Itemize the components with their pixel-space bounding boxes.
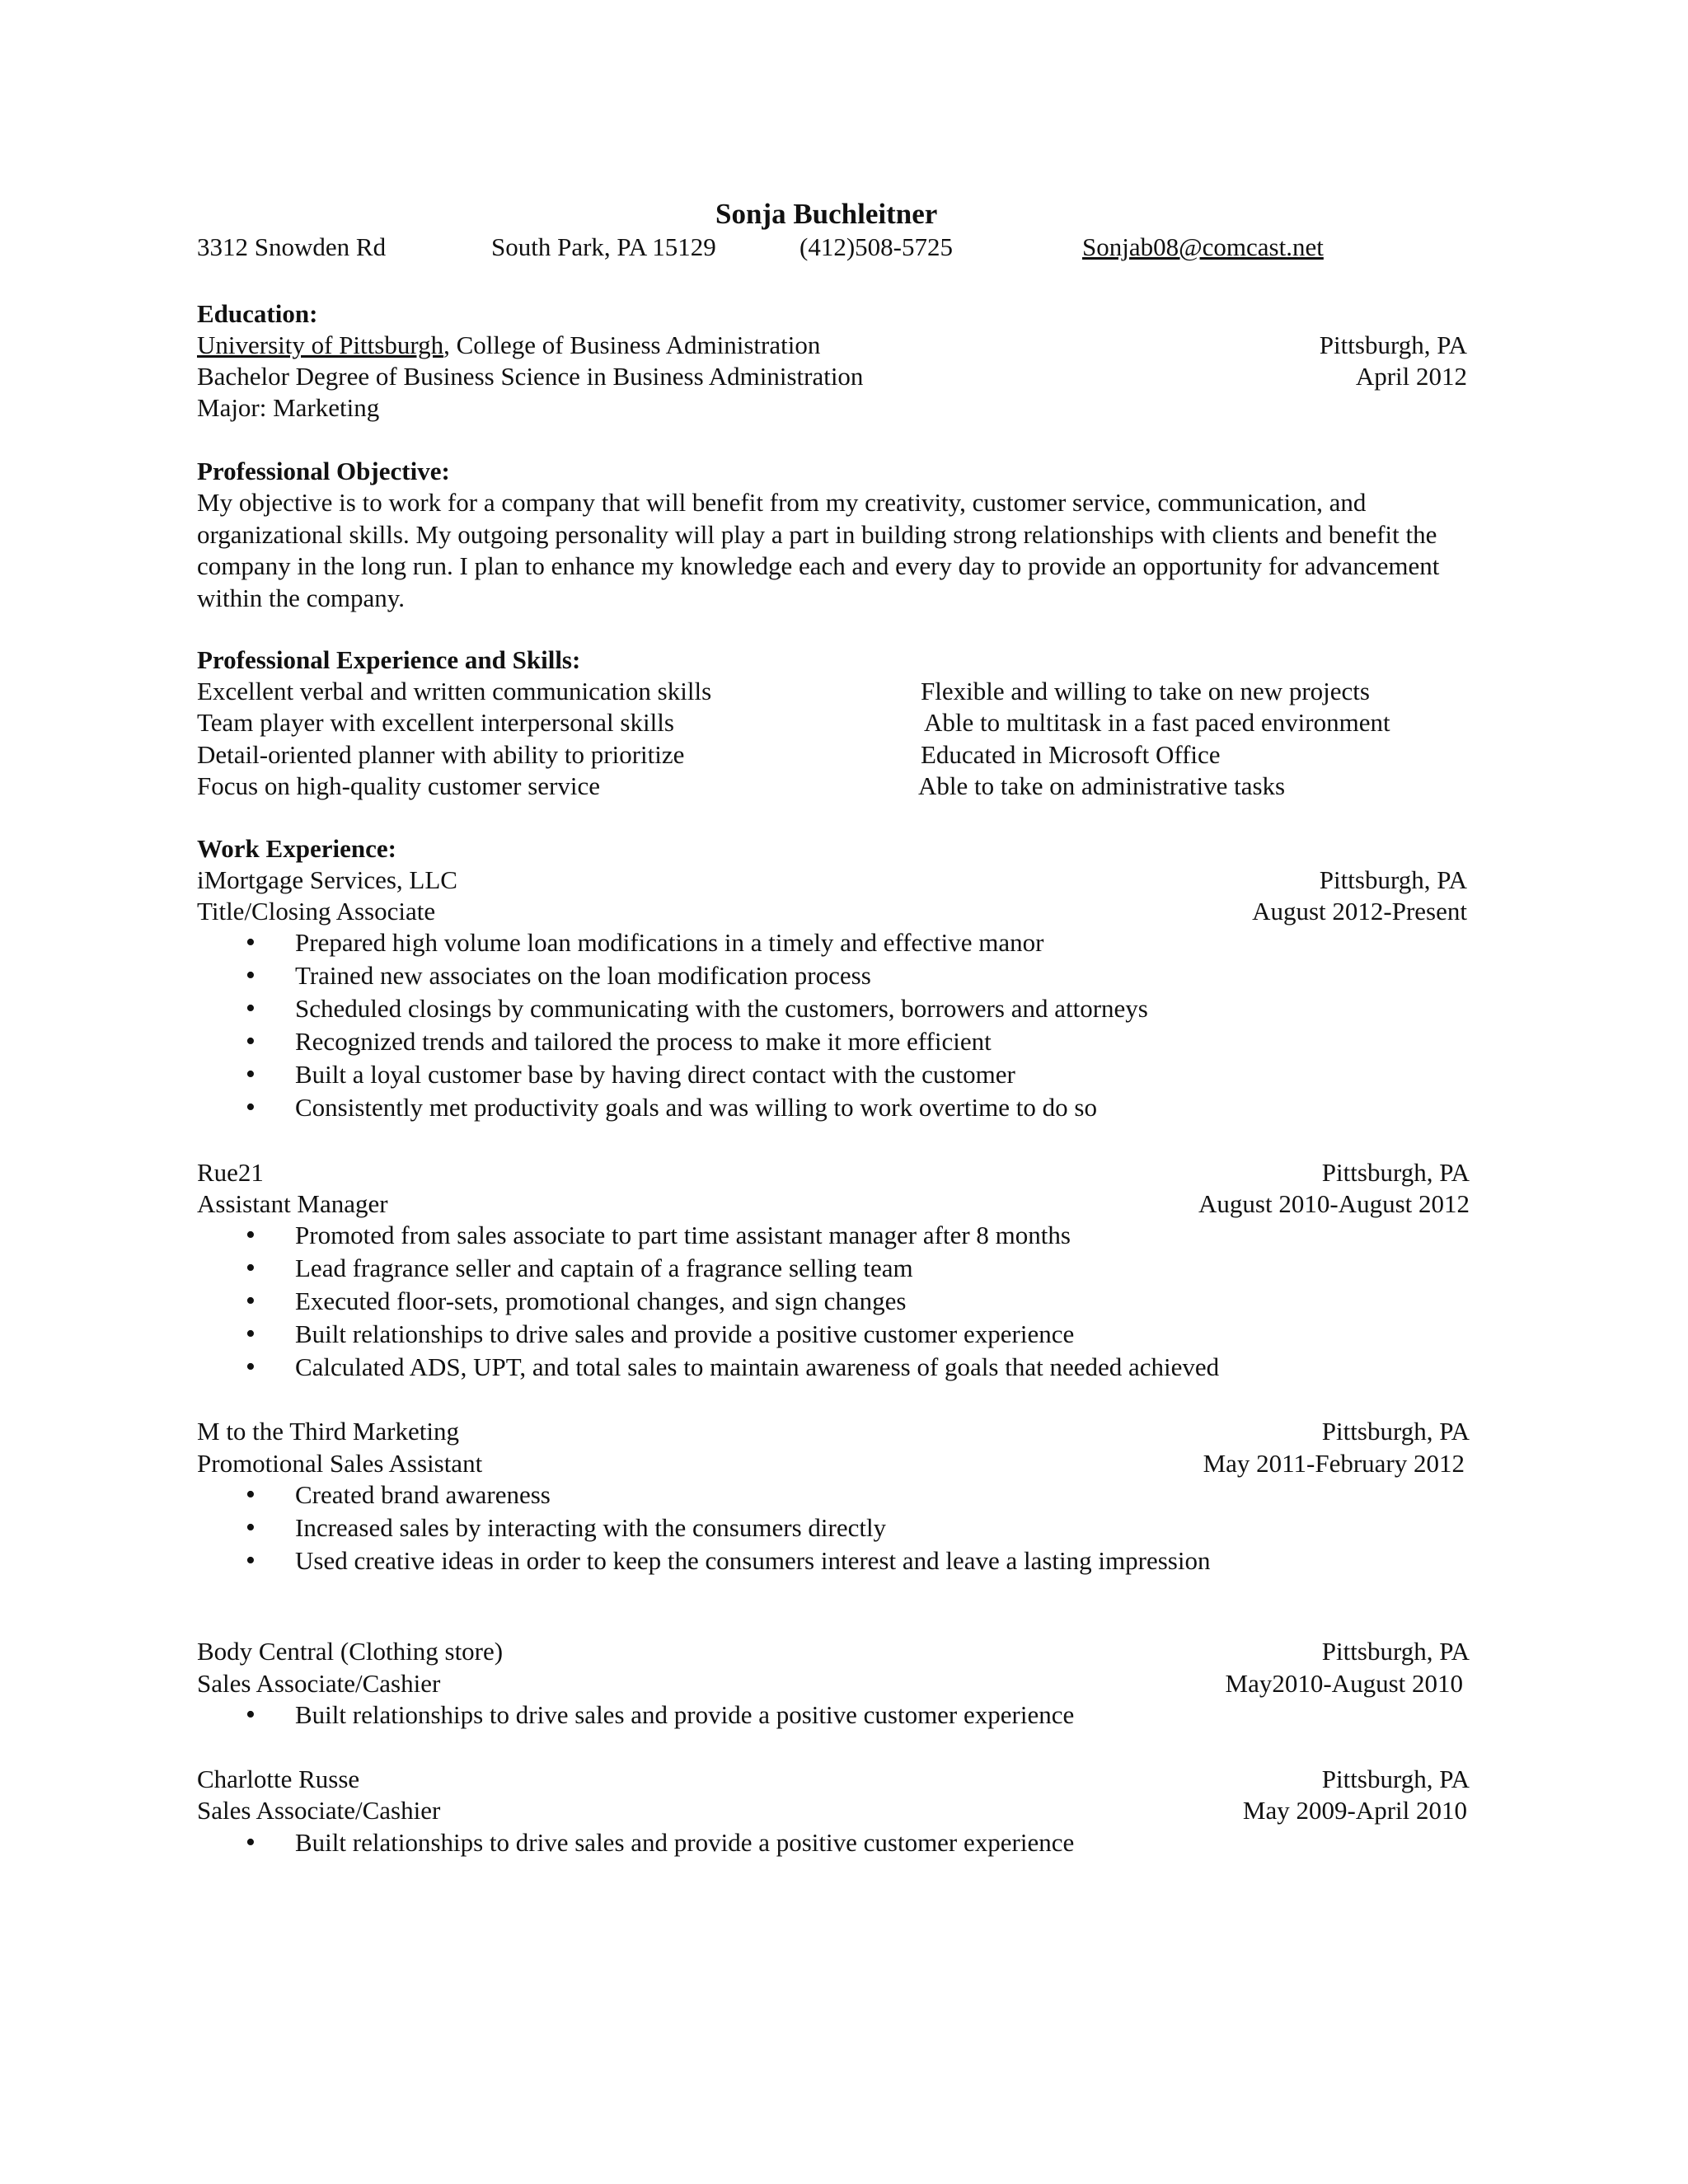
job-bullets <box>197 1479 1210 1577</box>
list-item: • Built relationships to drive sales and provide a positive customer experience <box>197 1699 1074 1732</box>
major: Major: Marketing <box>197 393 380 422</box>
job-dates: May2010-August 2010 <box>1225 1669 1463 1698</box>
skill-item: Flexible and willing to take on new projects <box>921 677 1370 705</box>
job-bullets <box>197 1219 1219 1384</box>
job-title: Promotional Sales Assistant <box>197 1449 483 1478</box>
objective-heading: Professional Objective: <box>197 457 450 485</box>
work-heading: Work Experience: <box>197 834 396 863</box>
job-company: iMortgage Services, LLC <box>197 865 457 894</box>
job-bullets <box>197 1699 1074 1732</box>
list-item: • Promoted from sales associate to part time assistant manager after 8 months <box>197 1219 1219 1252</box>
skill-item: Able to multitask in a fast paced environment <box>924 708 1390 737</box>
list-item: • Prepared high volume loan modifications in a timely and effective manor <box>197 926 1148 959</box>
job-company: Charlotte Russe <box>197 1765 360 1793</box>
job-dates: May 2011-February 2012 <box>1203 1449 1465 1478</box>
graduation-date: April 2012 <box>1355 362 1467 391</box>
skills-heading: Professional Experience and Skills: <box>197 645 581 674</box>
list-item: • Used creative ideas in order to keep the consumers interest and leave a lasting impression <box>197 1544 1210 1577</box>
email-link[interactable]: Sonjab08@comcast.net <box>1082 232 1324 261</box>
job-company: Body Central (Clothing store) <box>197 1637 504 1666</box>
school-link[interactable]: University of Pittsburgh <box>197 330 444 359</box>
skill-item: Focus on high-quality customer service <box>197 771 601 800</box>
list-item: • Increased sales by interacting with the consumers directly <box>197 1511 1210 1544</box>
job-location: Pittsburgh, PA <box>1321 1765 1470 1793</box>
objective-text: My objective is to work for a company that will benefit from my creativity, customer service, communication, and organizational skills. My outgoing personality will play a part in building strong relationships with clients and benefit the company in the long run. I plan to enhance my knowledge each and every day to provide an opportunity for advancement within the company. <box>197 488 1440 612</box>
job-dates: August 2010-August 2012 <box>1198 1189 1470 1218</box>
school-location: Pittsburgh, PA <box>1319 330 1467 359</box>
job-title: Assistant Manager <box>197 1189 388 1218</box>
job-title: Sales Associate/Cashier <box>197 1796 441 1825</box>
school-line <box>197 330 820 361</box>
skill-item: Team player with excellent interpersonal skills <box>197 708 674 737</box>
job-bullets <box>197 1826 1074 1859</box>
list-item: • Built relationships to drive sales and provide a positive customer experience <box>197 1826 1074 1859</box>
street-address: 3312 Snowden Rd <box>197 232 387 261</box>
city-state-zip: South Park, PA 15129 <box>491 232 716 261</box>
skill-item: Able to take on administrative tasks <box>918 771 1286 800</box>
job-title: Sales Associate/Cashier <box>197 1669 441 1698</box>
list-item: • Executed floor-sets, promotional changes, and sign changes <box>197 1285 1219 1318</box>
job-location: Pittsburgh, PA <box>1319 865 1467 894</box>
list-item: • Created brand awareness <box>197 1479 1210 1511</box>
job-location: Pittsburgh, PA <box>1321 1417 1470 1446</box>
job-location: Pittsburgh, PA <box>1321 1637 1470 1666</box>
list-item: • Recognized trends and tailored the process to make it more efficient <box>197 1025 1148 1058</box>
phone-number: (412)508-5725 <box>799 232 953 261</box>
job-company: Rue21 <box>197 1158 264 1187</box>
skill-item: Educated in Microsoft Office <box>921 740 1221 769</box>
education-heading: Education: <box>197 299 318 328</box>
school-college: , College of Business Administration <box>443 330 821 359</box>
job-location: Pittsburgh, PA <box>1321 1158 1470 1187</box>
list-item: • Built relationships to drive sales and provide a positive customer experience <box>197 1318 1219 1351</box>
job-dates: May 2009-April 2010 <box>1242 1796 1467 1825</box>
list-item: • Scheduled closings by communicating with the customers, borrowers and attorneys <box>197 992 1148 1025</box>
list-item: • Trained new associates on the loan modification process <box>197 959 1148 992</box>
skill-item: Excellent verbal and written communication skills <box>197 677 712 705</box>
job-bullets <box>197 926 1148 1124</box>
list-item: • Consistently met productivity goals and was willing to work overtime to do so <box>197 1091 1148 1124</box>
job-company: M to the Third Marketing <box>197 1417 459 1446</box>
degree: Bachelor Degree of Business Science in Business Administration <box>197 362 864 391</box>
skill-item: Detail-oriented planner with ability to prioritize <box>197 740 685 769</box>
list-item: • Calculated ADS, UPT, and total sales to maintain awareness of goals that needed achieved <box>197 1351 1219 1384</box>
job-dates: August 2012-Present <box>1252 897 1467 926</box>
list-item: • Built a loyal customer base by having direct contact with the customer <box>197 1058 1148 1091</box>
list-item: • Lead fragrance seller and captain of a fragrance selling team <box>197 1252 1219 1285</box>
job-title: Title/Closing Associate <box>197 897 436 926</box>
candidate-name: Sonja Buchleitner <box>715 198 938 230</box>
